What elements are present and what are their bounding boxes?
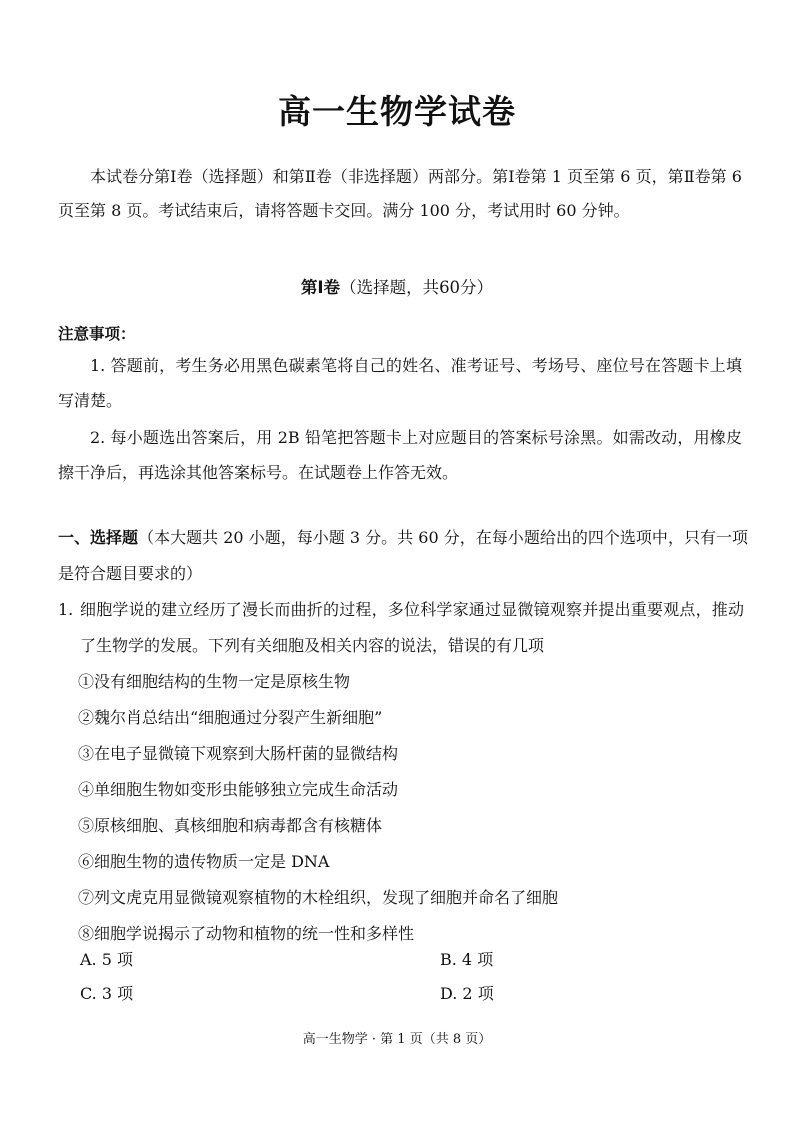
- section-heading-bold: 第Ⅰ卷: [300, 278, 341, 297]
- statement-item: ⑤原核细胞、真核细胞和病毒都含有核糖体: [78, 816, 383, 835]
- choice-d: D. 2 项: [440, 984, 494, 1003]
- choice-c: C. 3 项: [80, 984, 134, 1003]
- statement-item: ⑦列文虎克用显微镜观察植物的木栓组织，发现了细胞并命名了细胞: [78, 888, 559, 907]
- choice-b: B. 4 项: [440, 950, 494, 969]
- exam-title: 高一生物学试卷: [278, 92, 516, 131]
- statement-item: ②魏尔肖总结出“细胞通过分裂产生新细胞”: [78, 708, 383, 727]
- question-1: [58, 592, 744, 664]
- question-stem: 细胞学说的建立经历了漫长而曲折的过程，多位科学家通过显微镜观察并提出重要观点，推动了生物学的发展。下列有关细胞及相关内容的说法，错误的有几项: [80, 600, 744, 655]
- part-heading-bold: 一、选择题: [58, 528, 139, 547]
- part-heading: [58, 520, 748, 592]
- statement-item: ⑥细胞生物的遗传物质一定是 DNA: [78, 852, 330, 871]
- statement-item: ④单细胞生物如变形虫能够独立完成生命活动: [78, 780, 399, 799]
- notice-title: 注意事项：: [58, 325, 136, 343]
- notice-item: 2. 每小题选出答案后，用 2B 铅笔把答题卡上对应题目的答案标号涂黑。如需改动，用橡皮擦干净后，再选涂其他答案标号。在试题卷上作答无效。: [58, 428, 742, 482]
- page-footer: 高一生物学 · 第 1 页（共 8 页）: [302, 1032, 492, 1047]
- statement-item: ①没有细胞结构的生物一定是原核生物: [78, 672, 351, 691]
- statement-item: ⑧细胞学说揭示了动物和植物的统一性和多样性: [78, 924, 415, 943]
- exam-intro: 本试卷分第Ⅰ卷（选择题）和第Ⅱ卷（非选择题）两部分。第Ⅰ卷第 1 页至第 6 页，第Ⅱ卷第 6 页至第 8 页。考试结束后，请将答题卡交回。满分 100 分，考试用时 60 分钟。: [58, 167, 742, 220]
- choice-a: A. 5 项: [80, 950, 133, 969]
- question-number: 1.: [58, 600, 74, 619]
- statement-list: [78, 664, 558, 952]
- section-heading-rest: （选择题，共60分）: [340, 278, 494, 297]
- part-heading-rest: （本大题共 20 小题，每小题 3 分。共 60 分，在每小题给出的四个选项中，只有一项是符合题目要求的）: [58, 528, 748, 583]
- notice-item: 1. 答题前，考生务必用黑色碳素笔将自己的姓名、准考证号、考场号、座位号在答题卡上填写清楚。: [58, 356, 742, 410]
- statement-item: ③在电子显微镜下观察到大肠杆菌的显微结构: [78, 744, 399, 763]
- section-heading: [0, 274, 794, 298]
